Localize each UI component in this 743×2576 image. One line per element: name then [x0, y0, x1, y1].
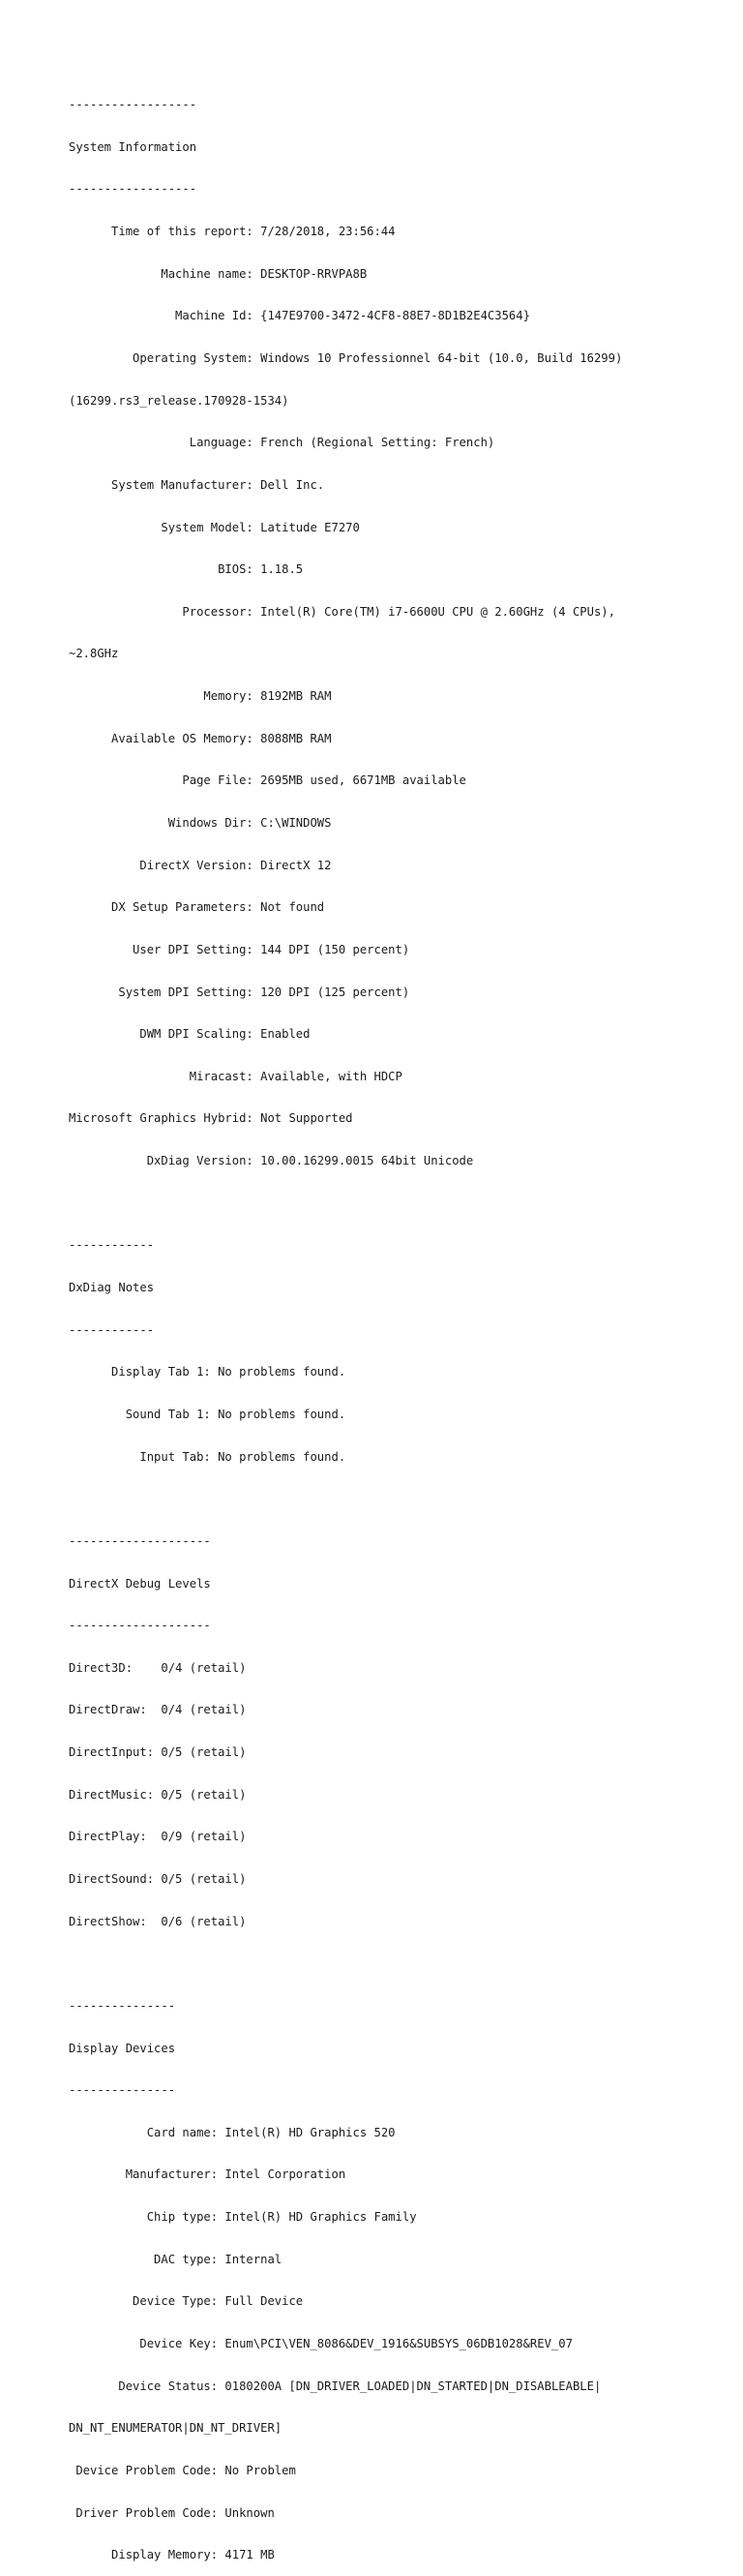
- windows-dir-line: Windows Dir: C:\WINDOWS: [69, 815, 332, 830]
- operating-system-line-wrap: (16299.rs3_release.170928-1534): [69, 393, 289, 408]
- debug-levels-heading: DirectX Debug Levels: [69, 1576, 211, 1591]
- directx-version-line: DirectX Version: DirectX 12: [69, 858, 332, 872]
- machine-id-line: Machine Id: {147E9700-3472-4CF8-88E7-8D1B2E4C3564}: [69, 309, 530, 323]
- driver-problem-code-line: Driver Problem Code: Unknown: [69, 2505, 275, 2520]
- chip-type-line: Chip type: Intel(R) HD Graphics Family: [69, 2210, 417, 2225]
- miracast-line: Miracast: Available, with HDCP: [69, 1069, 402, 1083]
- directdraw-level-line: DirectDraw: 0/4 (retail): [69, 1703, 247, 1717]
- dxdiag-notes-rule-top: ------------: [69, 1238, 155, 1253]
- available-os-memory-line: Available OS Memory: 8088MB RAM: [69, 731, 332, 745]
- user-dpi-setting-line: User DPI Setting: 144 DPI (150 percent): [69, 942, 410, 956]
- directmusic-level-line: DirectMusic: 0/5 (retail): [69, 1787, 247, 1802]
- operating-system-line: Operating System: Windows 10 Professionnel 64-bit (10.0, Build 16299): [69, 350, 623, 365]
- machine-name-line: Machine name: DESKTOP-RRVPA8B: [69, 266, 368, 281]
- page-file-line: Page File: 2695MB used, 6671MB available: [69, 773, 466, 788]
- card-name-line: Card name: Intel(R) HD Graphics 520: [69, 2125, 396, 2139]
- sound-tab-note-line: Sound Tab 1: No problems found.: [69, 1407, 346, 1421]
- device-status-line-wrap: DN_NT_ENUMERATOR|DN_NT_DRIVER]: [69, 2421, 282, 2436]
- device-type-line: Device Type: Full Device: [69, 2294, 304, 2309]
- debug-levels-rule-bottom: --------------------: [69, 1619, 211, 1633]
- time-of-report-line: Time of this report: 7/28/2018, 23:56:44: [69, 225, 396, 239]
- bios-line: BIOS: 1.18.5: [69, 562, 304, 577]
- display-devices-heading: Display Devices: [69, 2041, 176, 2055]
- debug-levels-rule-top: --------------------: [69, 1533, 211, 1548]
- language-line: Language: French (Regional Setting: French): [69, 436, 495, 450]
- dxdiag-notes-rule-bottom: ------------: [69, 1322, 155, 1337]
- device-problem-code-line: Device Problem Code: No Problem: [69, 2463, 296, 2477]
- processor-line-wrap: ~2.8GHz: [69, 647, 119, 661]
- system-information-rule-bottom: ------------------: [69, 182, 197, 197]
- display-tab-note-line: Display Tab 1: No problems found.: [69, 1365, 346, 1379]
- processor-line: Processor: Intel(R) Core(TM) i7-6600U CPU @ 2.60GHz (4 CPUs),: [69, 604, 615, 619]
- dxdiag-version-line: DxDiag Version: 10.00.16299.0015 64bit Unicode: [69, 1154, 474, 1168]
- blank-line: [69, 1492, 622, 1506]
- device-key-line: Device Key: Enum\PCI\VEN_8086&DEV_1916&SUBSYS_06DB1028&REV_07: [69, 2337, 573, 2351]
- dwm-dpi-scaling-line: DWM DPI Scaling: Enabled: [69, 1027, 311, 1042]
- system-information-rule-top: ------------------: [69, 98, 197, 112]
- system-information-heading: System Information: [69, 139, 197, 154]
- blank-line: [69, 1197, 622, 1211]
- dxdiag-report-text: [69, 70, 622, 2576]
- device-status-line: Device Status: 0180200A [DN_DRIVER_LOADED|DN_STARTED|DN_DISABLEABLE|: [69, 2379, 602, 2393]
- directshow-level-line: DirectShow: 0/6 (retail): [69, 1914, 247, 1928]
- direct3d-level-line: Direct3D: 0/4 (retail): [69, 1660, 247, 1675]
- memory-line: Memory: 8192MB RAM: [69, 689, 332, 704]
- directsound-level-line: DirectSound: 0/5 (retail): [69, 1872, 247, 1886]
- display-devices-rule-top: ---------------: [69, 1998, 176, 2013]
- microsoft-graphics-hybrid-line: Microsoft Graphics Hybrid: Not Supported: [69, 1111, 353, 1126]
- display-devices-rule-bottom: ---------------: [69, 2083, 176, 2098]
- system-dpi-setting-line: System DPI Setting: 120 DPI (125 percent): [69, 985, 410, 999]
- system-manufacturer-line: System Manufacturer: Dell Inc.: [69, 477, 325, 492]
- blank-line: [69, 1956, 622, 1971]
- directplay-level-line: DirectPlay: 0/9 (retail): [69, 1830, 247, 1844]
- system-model-line: System Model: Latitude E7270: [69, 520, 360, 534]
- dxdiag-notes-heading: DxDiag Notes: [69, 1281, 155, 1295]
- input-tab-note-line: Input Tab: No problems found.: [69, 1449, 346, 1464]
- manufacturer-line: Manufacturer: Intel Corporation: [69, 2167, 346, 2182]
- dx-setup-parameters-line: DX Setup Parameters: Not found: [69, 900, 325, 915]
- directinput-level-line: DirectInput: 0/5 (retail): [69, 1745, 247, 1760]
- dac-type-line: DAC type: Internal: [69, 2252, 282, 2266]
- display-memory-line: Display Memory: 4171 MB: [69, 2548, 275, 2562]
